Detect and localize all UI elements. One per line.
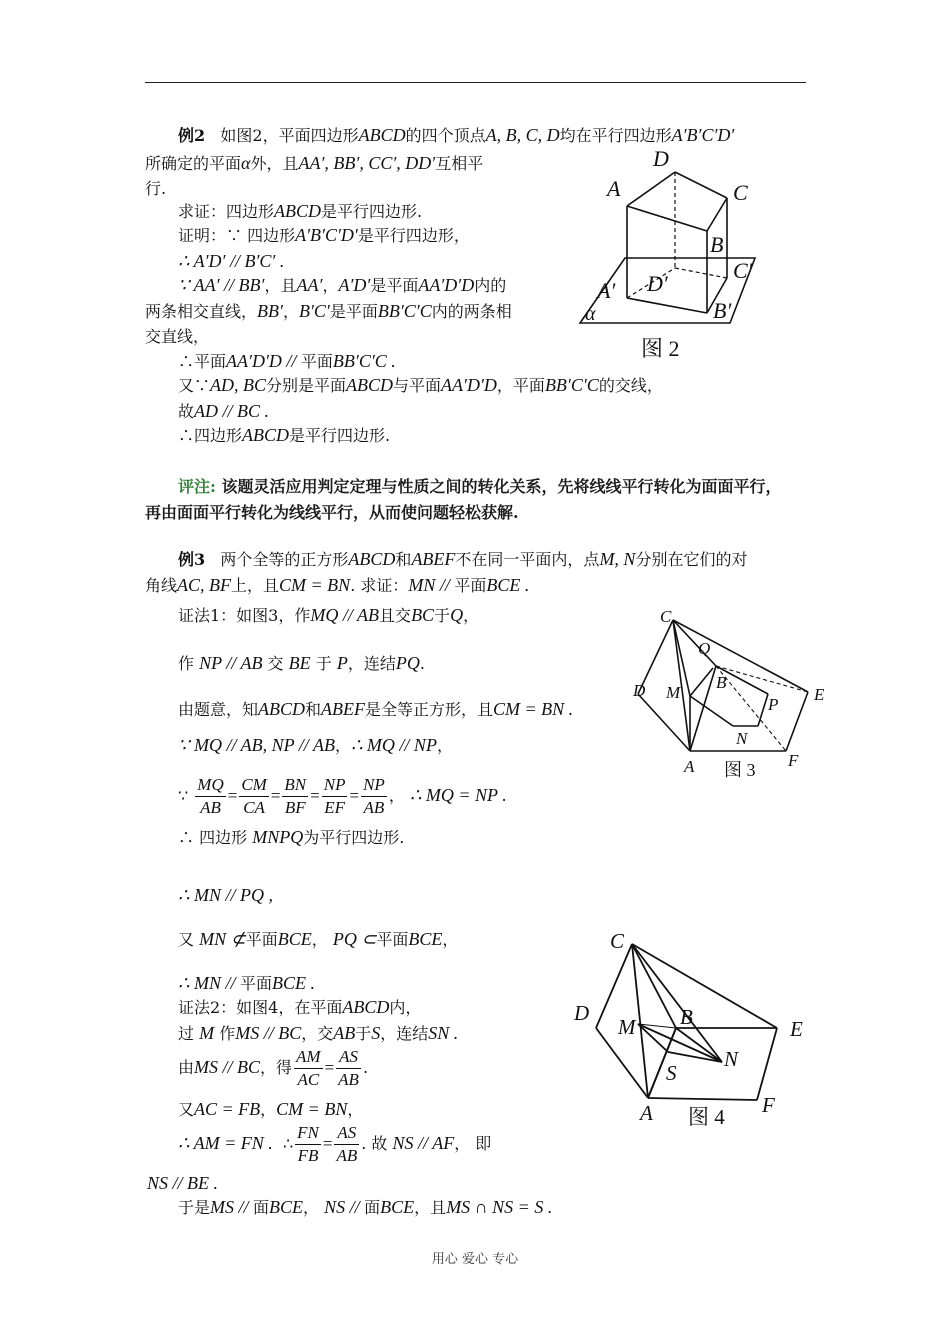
header-rule	[145, 82, 806, 83]
frac-fn-fb: $\frac{FN}{FB}$	[297, 1123, 319, 1165]
ex3-m2-line6: NS // BE .	[147, 1173, 218, 1193]
frac-am-ac: $\frac{AM}{AC}$	[296, 1047, 321, 1089]
ex2-proof2: ∴ A′D′ // B′C′ .	[178, 251, 285, 271]
label-A-prime: A′	[597, 278, 616, 303]
ex3-m1-line2: 作 NP // AB 交 BE 于 P，连结PQ.	[178, 653, 425, 673]
ex3-m2-line2: 过 M 作MS // BC，交AB于S，连结SN .	[178, 1023, 459, 1043]
figure-4	[572, 928, 820, 1132]
frac-as-ab-2: $\frac{AS}{AB}$	[336, 1123, 358, 1165]
frac-as-ab: $\frac{AS}{AB}$	[338, 1047, 359, 1089]
ex2-proof4: 两条相交直线，BB′，B′C′是平面BB′C′C内的两条相	[145, 301, 512, 321]
fig4-label-D: D	[574, 1001, 590, 1025]
frac-bn-bf: $\frac{BN}{BF}$	[284, 775, 307, 817]
fig3-label-B: B	[716, 673, 727, 692]
ex2-proof8: 故AD // BC .	[178, 401, 270, 421]
ex2-line1: 例2 如图2，平面四边形ABCD的四个顶点A, B, C, D均在平行四边形A′B′C′D′	[178, 125, 735, 145]
ex2-prove: 求证：四边形ABCD是平行四边形.	[178, 201, 423, 221]
fig3-label-P: P	[768, 695, 779, 714]
ex2-line2: 所确定的平面α外，且AA′, BB′, CC′, DD′互相平	[145, 153, 484, 173]
fig3-label-Q: Q	[698, 639, 711, 658]
fig4-label-B: B	[680, 1005, 693, 1029]
label-C-prime: C′	[733, 258, 753, 283]
figure-2-caption: 图 2	[641, 336, 680, 361]
fig3-label-D: D	[633, 681, 646, 700]
ex3-m2-line7: 于是MS // 面BCE， NS // 面BCE，且MS ∩ NS = S .	[178, 1197, 553, 1217]
figure-3-caption: 图 3	[724, 760, 756, 780]
label-B-prime: B′	[713, 298, 732, 323]
figure-2	[575, 148, 775, 363]
ex3-m1-line4: ∵ MQ // AB, NP // AB，∴ MQ // NP，	[178, 735, 453, 755]
ex2-proof6: ∴平面AA′D′D // 平面BB′C′C .	[178, 351, 396, 371]
ex2-proof5: 交直线，	[145, 327, 210, 346]
ex3-m2-line3: 由MS // BC，得 $\frac{AM}{AC}$ = $\frac{AS}{AB}$ .	[178, 1047, 369, 1089]
fig4-label-E: E	[790, 1017, 803, 1041]
fig4-label-A: A	[640, 1101, 653, 1125]
frac-mq-ab: $\frac{MQ}{AB}$	[197, 775, 224, 817]
ex3-line2: 角线AC, BF上，且CM = BN. 求证：MN // 平面BCE .	[145, 575, 530, 595]
fig4-label-F: F	[762, 1093, 775, 1117]
figure-4-caption: 图 4	[688, 1105, 725, 1129]
fig4-label-N: N	[724, 1047, 739, 1071]
label-alpha: α	[585, 303, 596, 325]
label-A: A	[607, 176, 621, 201]
frac-cm-ca: $\frac{CM}{CA}$	[241, 775, 267, 817]
ex2-proof7: 又∵AD, BC分别是平面ABCD与平面AA′D′D，平面BB′C′C的交线，	[178, 375, 663, 395]
ex2-proof9: ∴四边形ABCD是平行四边形.	[178, 425, 391, 445]
figure-3	[628, 606, 838, 782]
ex2-line3: 行.	[145, 179, 167, 198]
ex3-m1-fraction-line: ∵ $\frac{MQ}{AB}$ = $\frac{CM}{CA}$ = $\frac{BN}{BF}$ = $\frac{NP}{EF}$ = $\frac{NP}{AB}$ ， ∴ MQ = NP .	[178, 775, 507, 817]
fig4-label-M: M	[618, 1015, 636, 1039]
frac-np-ab: $\frac{NP}{AB}$	[363, 775, 385, 817]
ex3-m1-line1: 证法1：如图3，作MQ // AB且交BC于Q，	[178, 605, 480, 625]
fig3-label-A: A	[684, 757, 695, 776]
fig4-label-S: S	[666, 1061, 677, 1085]
comment-line1: 评注: 该题灵活应用判定定理与性质之间的转化关系，先将线线平行转化为面面平行，	[178, 477, 782, 496]
fig3-label-C: C	[660, 607, 672, 626]
label-B: B	[710, 232, 724, 257]
fig3-label-M: M	[666, 683, 681, 702]
ex3-m1-line3: 由题意，知ABCD和ABEF是全等正方形，且CM = BN .	[178, 699, 574, 719]
label-C: C	[733, 180, 748, 205]
fig4-label-C: C	[610, 929, 625, 953]
comment-line2: 再由面面平行转化为线线平行，从而使问题轻松获解.	[145, 503, 519, 522]
fig3-label-F: F	[788, 751, 799, 770]
label-D-prime: D′	[647, 271, 668, 296]
fig3-label-N: N	[736, 729, 748, 748]
ex3-m1-line6: ∴ 四边形 MNPQ为平行四边形.	[178, 827, 405, 847]
ex3-line1: 例3 两个全等的正方形ABCD和ABEF不在同一平面内，点M, N分别在它们的对	[178, 549, 748, 569]
frac-np-ef: $\frac{NP}{EF}$	[323, 775, 346, 817]
ex3-m1-line9: ∴ MN // 平面BCE .	[178, 973, 315, 993]
label-D: D	[653, 148, 669, 171]
ex3-m1-line8: 又 MN ⊄平面BCE， PQ ⊂平面BCE，	[178, 929, 459, 949]
page-footer: 用心 爱心 专心	[431, 1252, 519, 1267]
ex2-proof3: ∵ AA′ // BB′，且AA′，A′D′是平面AA′D′D内的	[178, 275, 507, 295]
ex3-m2-line5: ∴ AM = FN . ∴ $\frac{FN}{FB}$ = $\frac{AS}{AB}$ . 故 NS // AF， 即	[178, 1123, 492, 1165]
ex2-proof1: 证明：∵ 四边形A′B′C′D′是平行四边形，	[178, 225, 470, 245]
comment-tag: 评注:	[178, 477, 216, 496]
ex3-m2-line1: 证法2：如图4，在平面ABCD内，	[178, 997, 422, 1017]
fig3-label-E: E	[814, 685, 825, 704]
ex3-m2-line4: 又AC = FB，CM = BN，	[178, 1099, 364, 1119]
ex3-m1-line7: ∴ MN // PQ ,	[178, 885, 273, 905]
